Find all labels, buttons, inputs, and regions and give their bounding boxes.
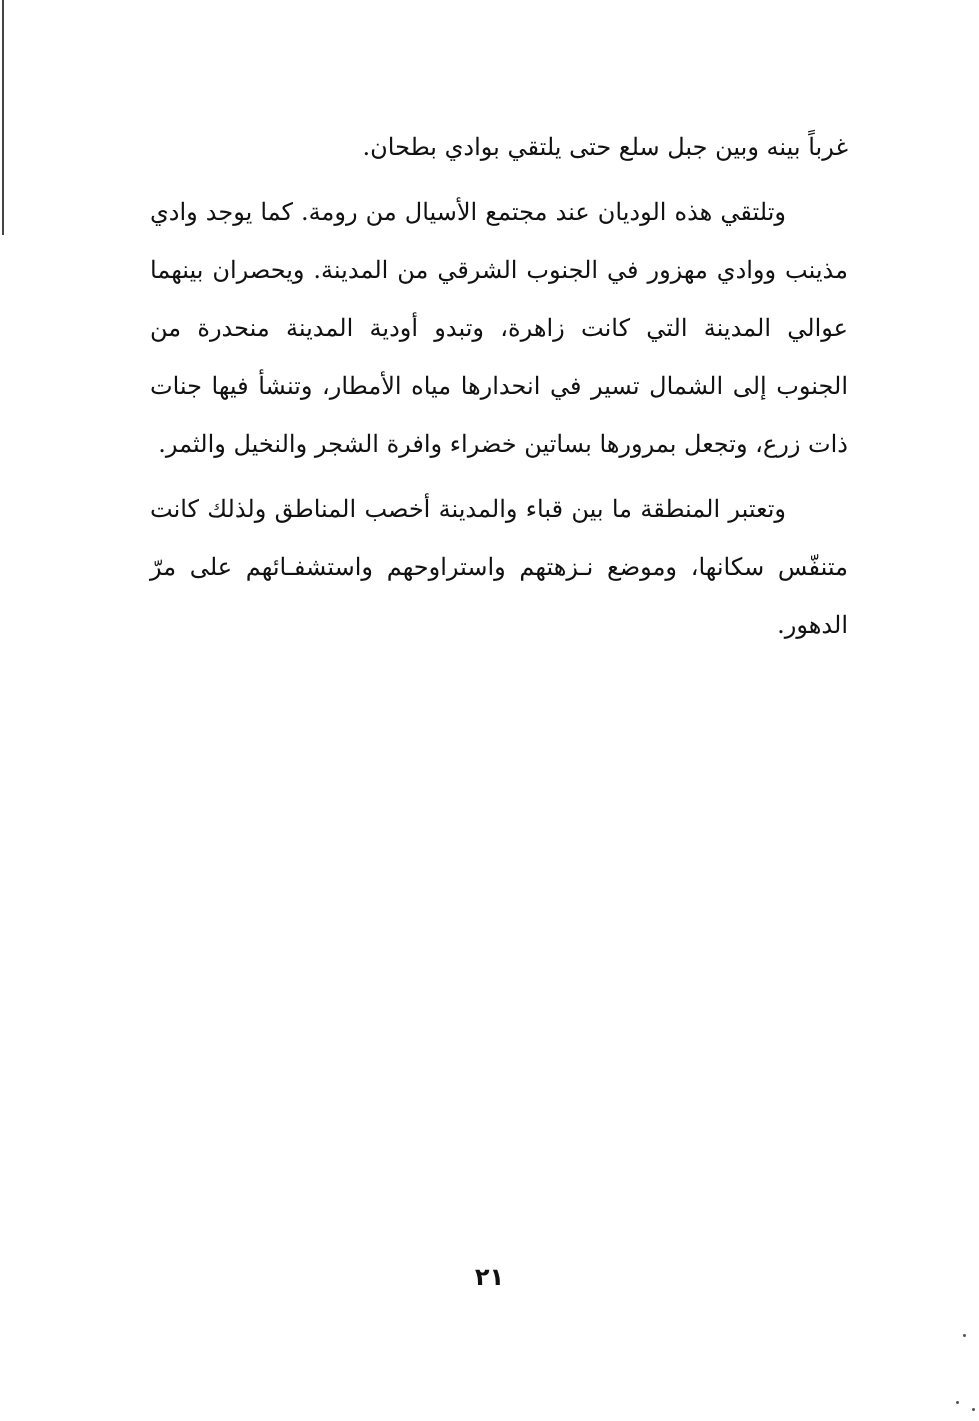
scan-edge-line [2,0,4,235]
scan-speck [963,1334,966,1337]
scan-speck [972,1408,975,1411]
page-number: ٢١ [474,1263,505,1291]
paragraph-continuation: غرباً بينه وبين جبل سلع حتى يلتقي بوادي بطحان. [362,133,848,161]
page-body [150,118,848,654]
paragraph-fertile-region: وتعتبر المنطقة ما بين قباء والمدينة أخصب المناطق ولذلك كانت متنفّس سكانها، وموضع نـزهتهم واستراوحهم واستشفـائهم على مرّ الدهور. [150,495,849,639]
paragraph-valleys: وتلتقي هذه الوديان عند مجتمع الأسيال من رومة. كما يوجد وادي مذينب ووادي مهزور في الجنوب الشرقي من المدينة. ويحصران بينهما عوالي المدينة التي كانت زاهرة، وتبدو أودية المدينة منحدرة من الجنوب إلى الشمال تسير في انحدارها مياه الأمطار، وتنشأ فيها جنات ذات زرع، وتجعل بمرورها بساتين خضراء وافرة الشجر والنخيل والثمر. [150,198,849,458]
scan-speck [956,1401,959,1404]
